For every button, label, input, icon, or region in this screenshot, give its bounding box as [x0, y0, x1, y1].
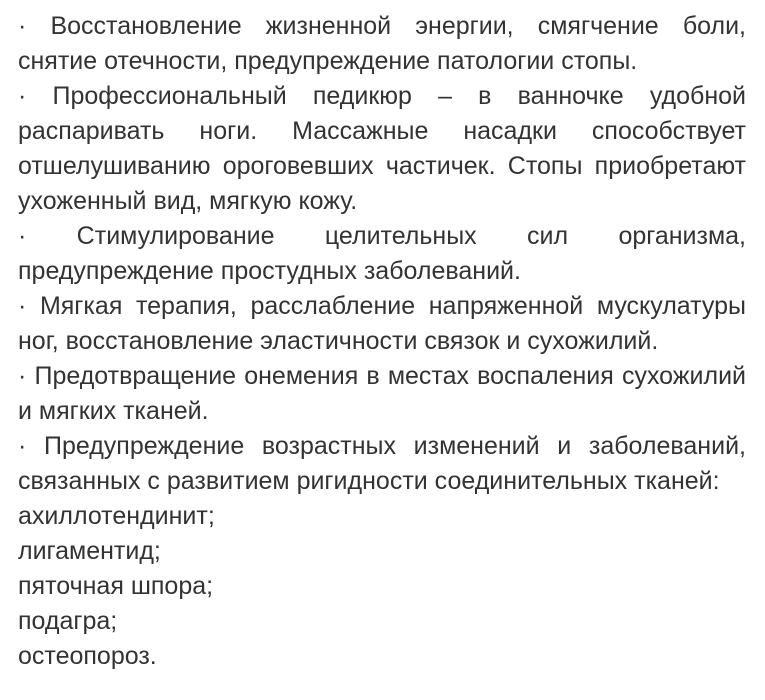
benefit-item: · Профессиональный педикюр – в ванночке удобной распаривать ноги. Массажные насадки способствует отшелушиванию ороговевших частичек. Стопы приобретают ухоженный вид, мягкую кожу. — [18, 82, 746, 215]
condition-item: остеопороз. — [18, 642, 157, 670]
condition-item: подагра; — [18, 607, 118, 635]
conditions-list — [18, 499, 746, 674]
benefit-item: · Предотвращение онемения в местах воспаления сухожилий и мягких тканей. — [18, 362, 746, 425]
document-body — [18, 9, 746, 674]
benefit-item: · Мягкая терапия, расслабление напряженной мускулатуры ног, восстановление эластичности связок и сухожилий. — [18, 292, 746, 355]
condition-item: лигаментид; — [18, 537, 161, 565]
condition-item: пяточная шпора; — [18, 572, 214, 600]
benefit-item: · Предупреждение возрастных изменений и заболеваний, связанных с развитием ригидности соединительных тканей: — [18, 432, 746, 495]
benefit-item: · Стимулирование целительных сил организма, предупреждение простудных заболеваний. — [18, 222, 746, 285]
condition-item: ахиллотендинит; — [18, 502, 215, 530]
benefit-item: · Восстановление жизненной энергии, смягчение боли, снятие отечности, предупреждение патологии стопы. — [18, 12, 746, 75]
benefits-list — [18, 9, 746, 499]
